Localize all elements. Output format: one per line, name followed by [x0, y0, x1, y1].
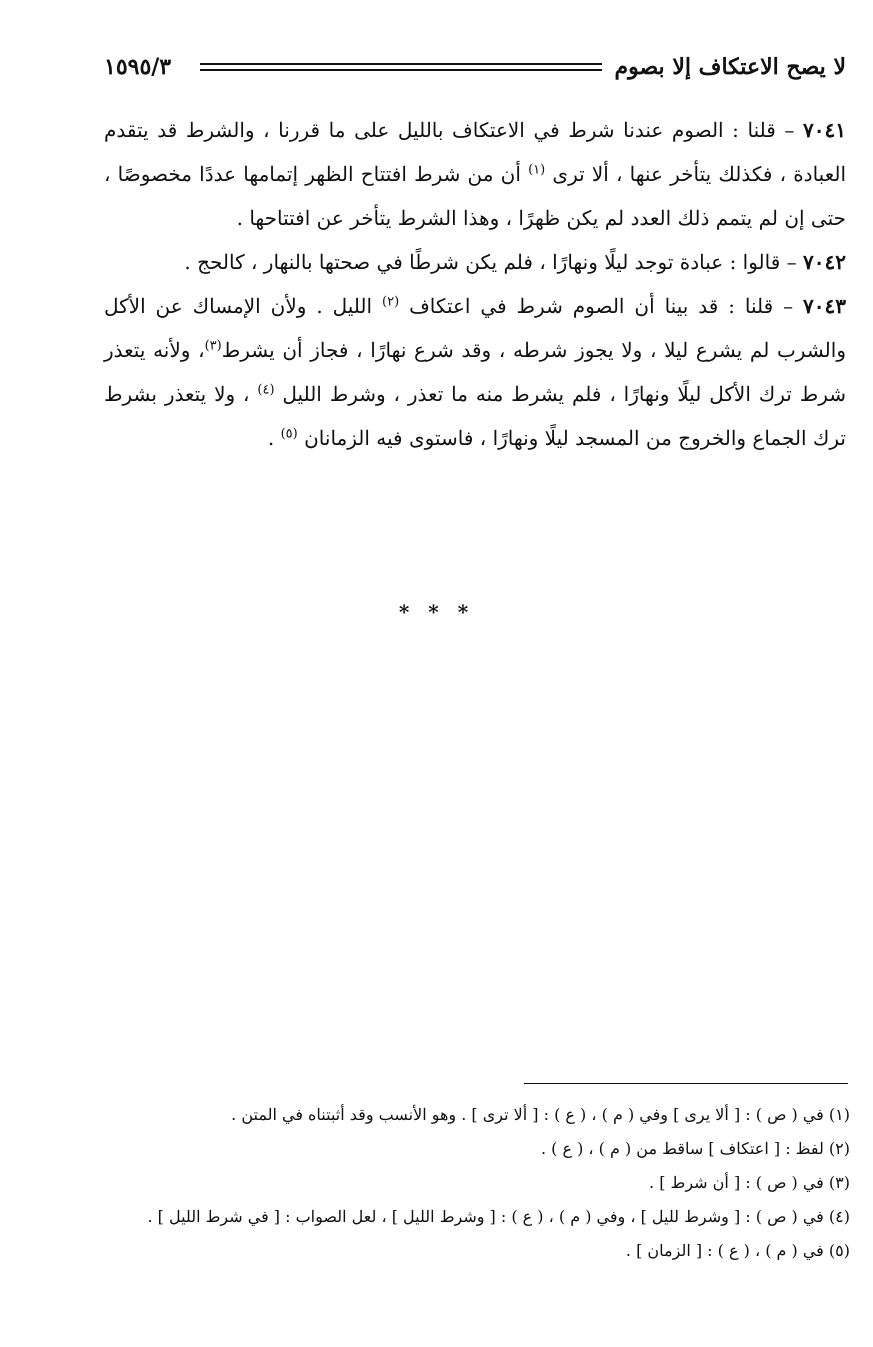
footnotes	[104, 1098, 850, 1268]
footnote-ref[interactable]: (٢)	[382, 294, 400, 310]
paragraph-7043	[104, 284, 846, 460]
paragraph-text: الليل . ولأن الإمساك عن الأكل والشرب لم يشرع ليلا ، ولا يجوز شرطه ، وقد شرع نهارًا ، فجاز أن يشرط	[104, 294, 846, 362]
chapter-title: لا يصح الاعتكاف إلا بصوم	[614, 54, 846, 80]
footnote-1: (١) في ( ص ) : [ ألا يرى ] وفي ( م ) ، ( ع ) : [ ألا ترى ] . وهو الأنسب وقد أثبتناه في المتن .	[231, 1105, 850, 1124]
main-text	[104, 108, 846, 460]
section-separator: * * *	[398, 600, 475, 624]
paragraph-7042	[104, 240, 846, 284]
footnote-ref[interactable]: (٣)	[204, 338, 222, 354]
paragraph-text: – قالوا : عبادة توجد ليلًا ونهارًا ، فلم يكن شرطًا في صحتها بالنهار ، كالحج .	[184, 250, 804, 274]
footnote-rule	[524, 1083, 848, 1084]
paragraph-text: – قلنا : الصوم عندنا شرط في الاعتكاف بالليل على ما قررنا ، والشرط قد يتقدم العبادة ، فكذلك يتأخر عنها ، ألا ترى	[104, 118, 847, 186]
header-double-rule-lower	[200, 69, 602, 71]
paragraph-number: ٧٠٤٢	[803, 250, 846, 274]
running-header	[104, 50, 846, 90]
footnote-3: (٣) في ( ص ) : [ أن شرط ] .	[649, 1173, 850, 1192]
footnote-4: (٤) في ( ص ) : [ وشرط لليل ] ، وفي ( م ) ، ( ع ) : [ وشرط الليل ] ، لعل الصواب : [ في شرط الليل ] .	[147, 1207, 850, 1226]
paragraph-7041	[104, 108, 846, 240]
footnote-5: (٥) في ( م ) ، ( ع ) : [ الزمان ] .	[625, 1241, 850, 1260]
paragraph-number: ٧٠٤١	[803, 118, 846, 142]
footnote-2: (٢) لفظ : [ اعتكاف ] ساقط من ( م ) ، ( ع ) .	[540, 1139, 850, 1158]
header-double-rule	[200, 63, 602, 65]
paragraph-text: .	[267, 426, 281, 450]
paragraph-number: ٧٠٤٣	[803, 294, 847, 318]
footnote-ref[interactable]: (٤)	[257, 382, 275, 398]
paragraph-text: ، ولأنه يتعذر شرط ترك الأكل ليلًا ونهارًا ، فلم يشرط منه ما تعذر ، وشرط الليل	[104, 338, 847, 406]
footnote-ref[interactable]: (٥)	[280, 426, 298, 442]
page-number: ١٥٩٥/٣	[104, 54, 172, 80]
paragraph-text: ، ولا يتعذر بشرط ترك الجماع والخروج من المسجد ليلًا ونهارًا ، فاستوى فيه الزمانان	[104, 382, 846, 450]
paragraph-text: أن من شرط افتتاح الظهر إتمامها عددًا مخصوصًا ، حتى إن لم يتمم ذلك العدد لم يكن ظهرًا ، وهذا الشرط يتأخر عن افتتاحها .	[104, 162, 846, 230]
footnote-ref[interactable]: (١)	[528, 162, 546, 178]
paragraph-text: – قلنا : قد بينا أن الصوم شرط في اعتكاف	[409, 294, 804, 318]
